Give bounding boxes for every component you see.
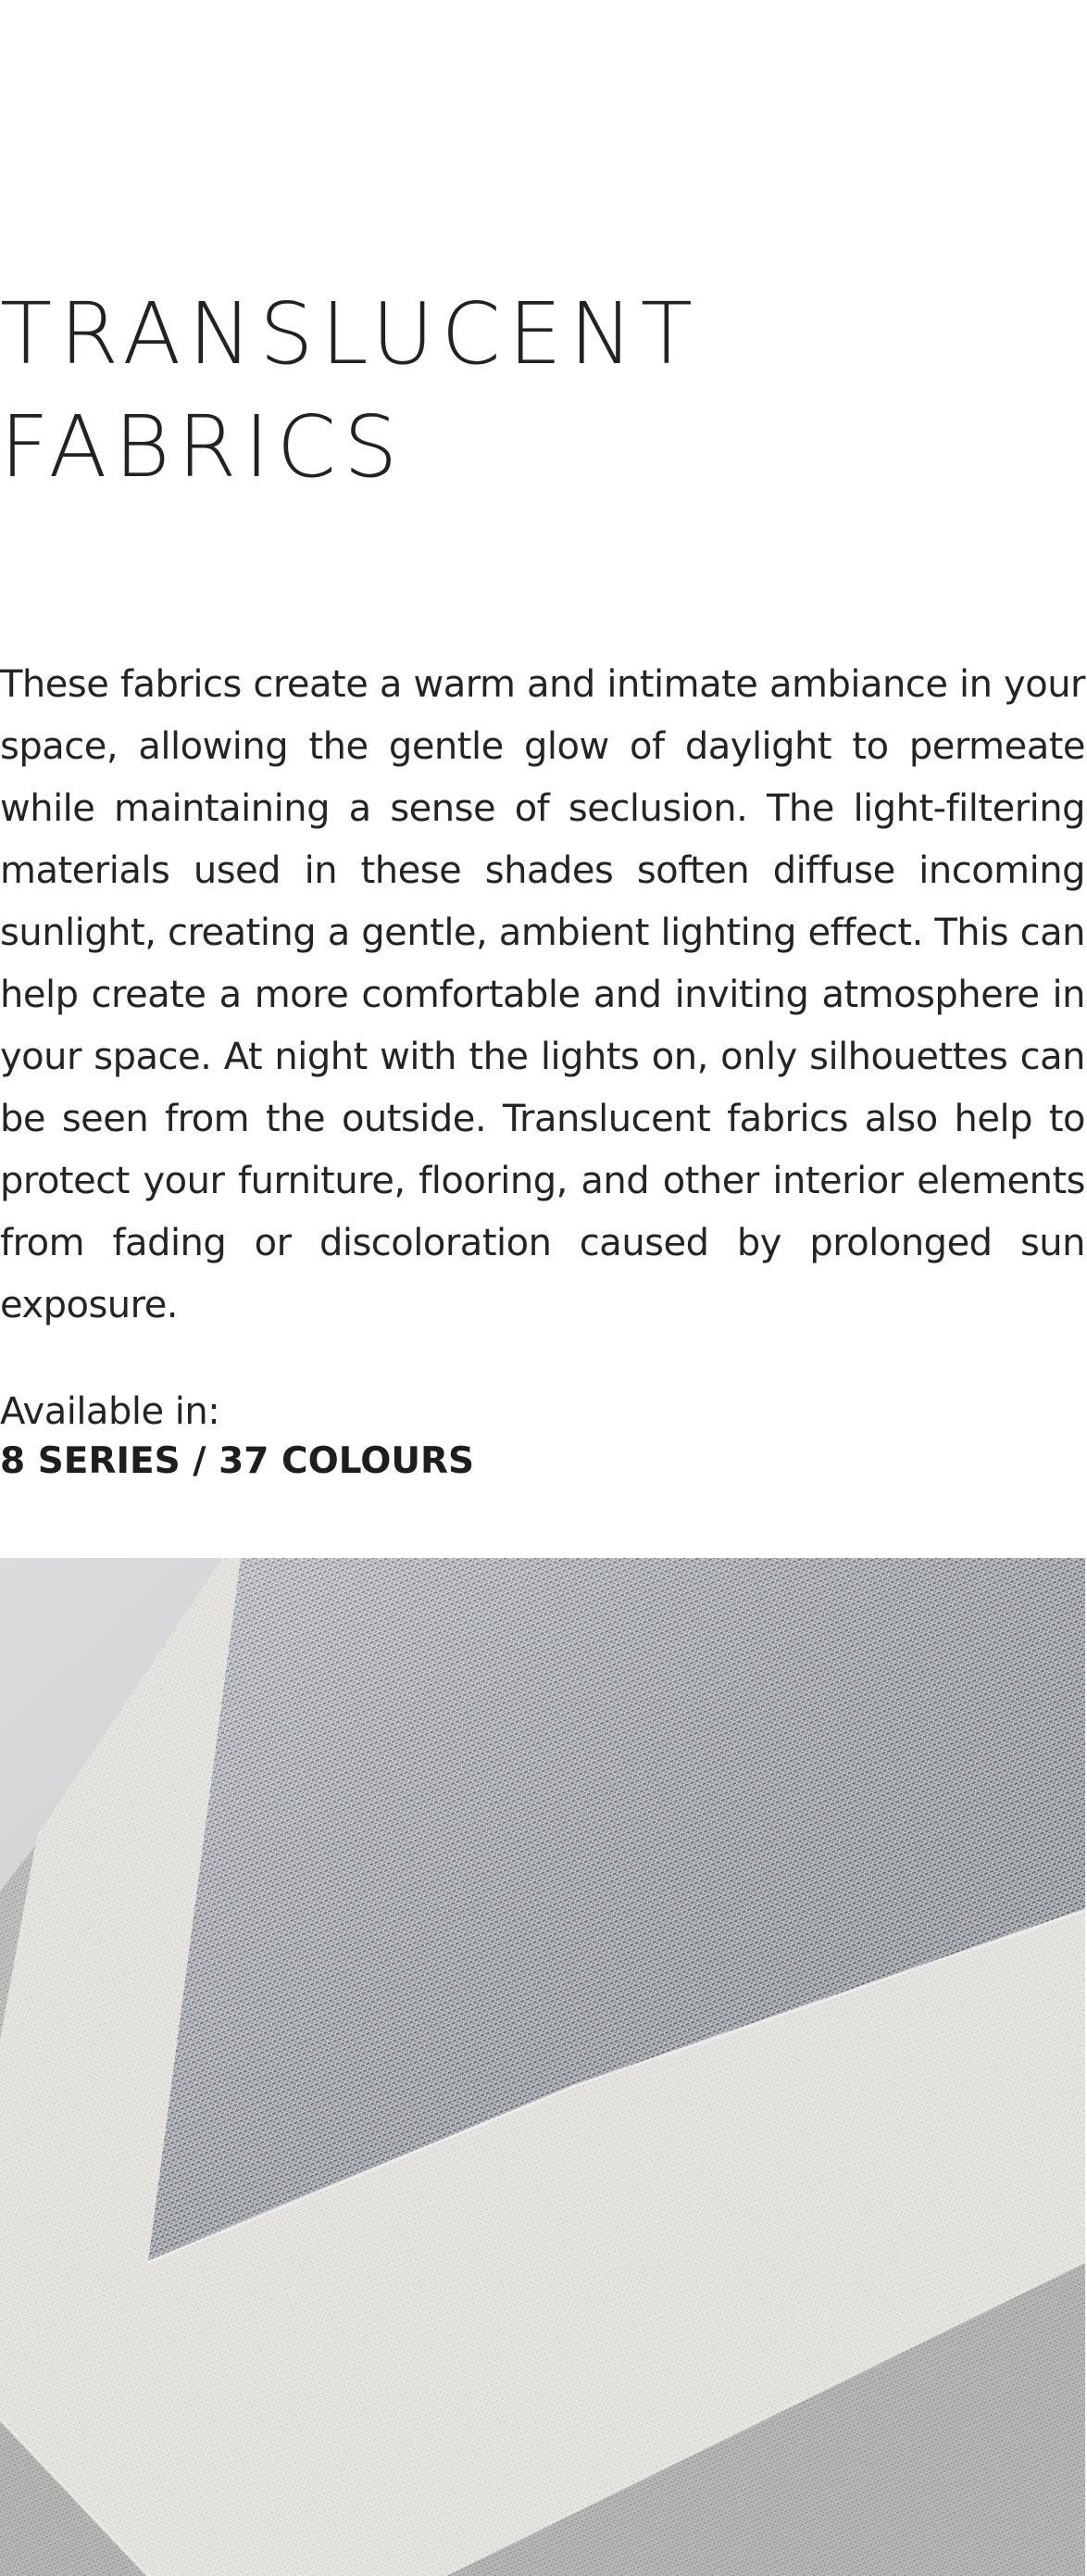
availability-value: 8 SERIES / 37 COLOURS (0, 1440, 475, 1482)
fabric-swatches-photo (0, 1558, 1085, 2576)
description-paragraph: These fabrics create a warm and intimate ambiance in your space, allowing the gentle glow of daylight to permeate while maintaining a sense of seclusion. The light-filtering materials used in these shades soften diffuse incoming sunlight, creating a gentle, ambient lighting effect. This can help create a more comfortable and inviting atmosphere in your space. At night with the lights on, only silhouettes can be seen from the outside. Translucent fabrics also help to protect your furniture, flooring, and other interior elements from fading or discoloration caused by prolonged sun exposure. (0, 663, 1085, 1326)
page-title (0, 278, 1087, 504)
title-line-1: TRANSLUCENT (0, 284, 700, 383)
title-line-2: FABRICS (0, 397, 406, 496)
availability-label: Available in: (0, 1390, 220, 1433)
